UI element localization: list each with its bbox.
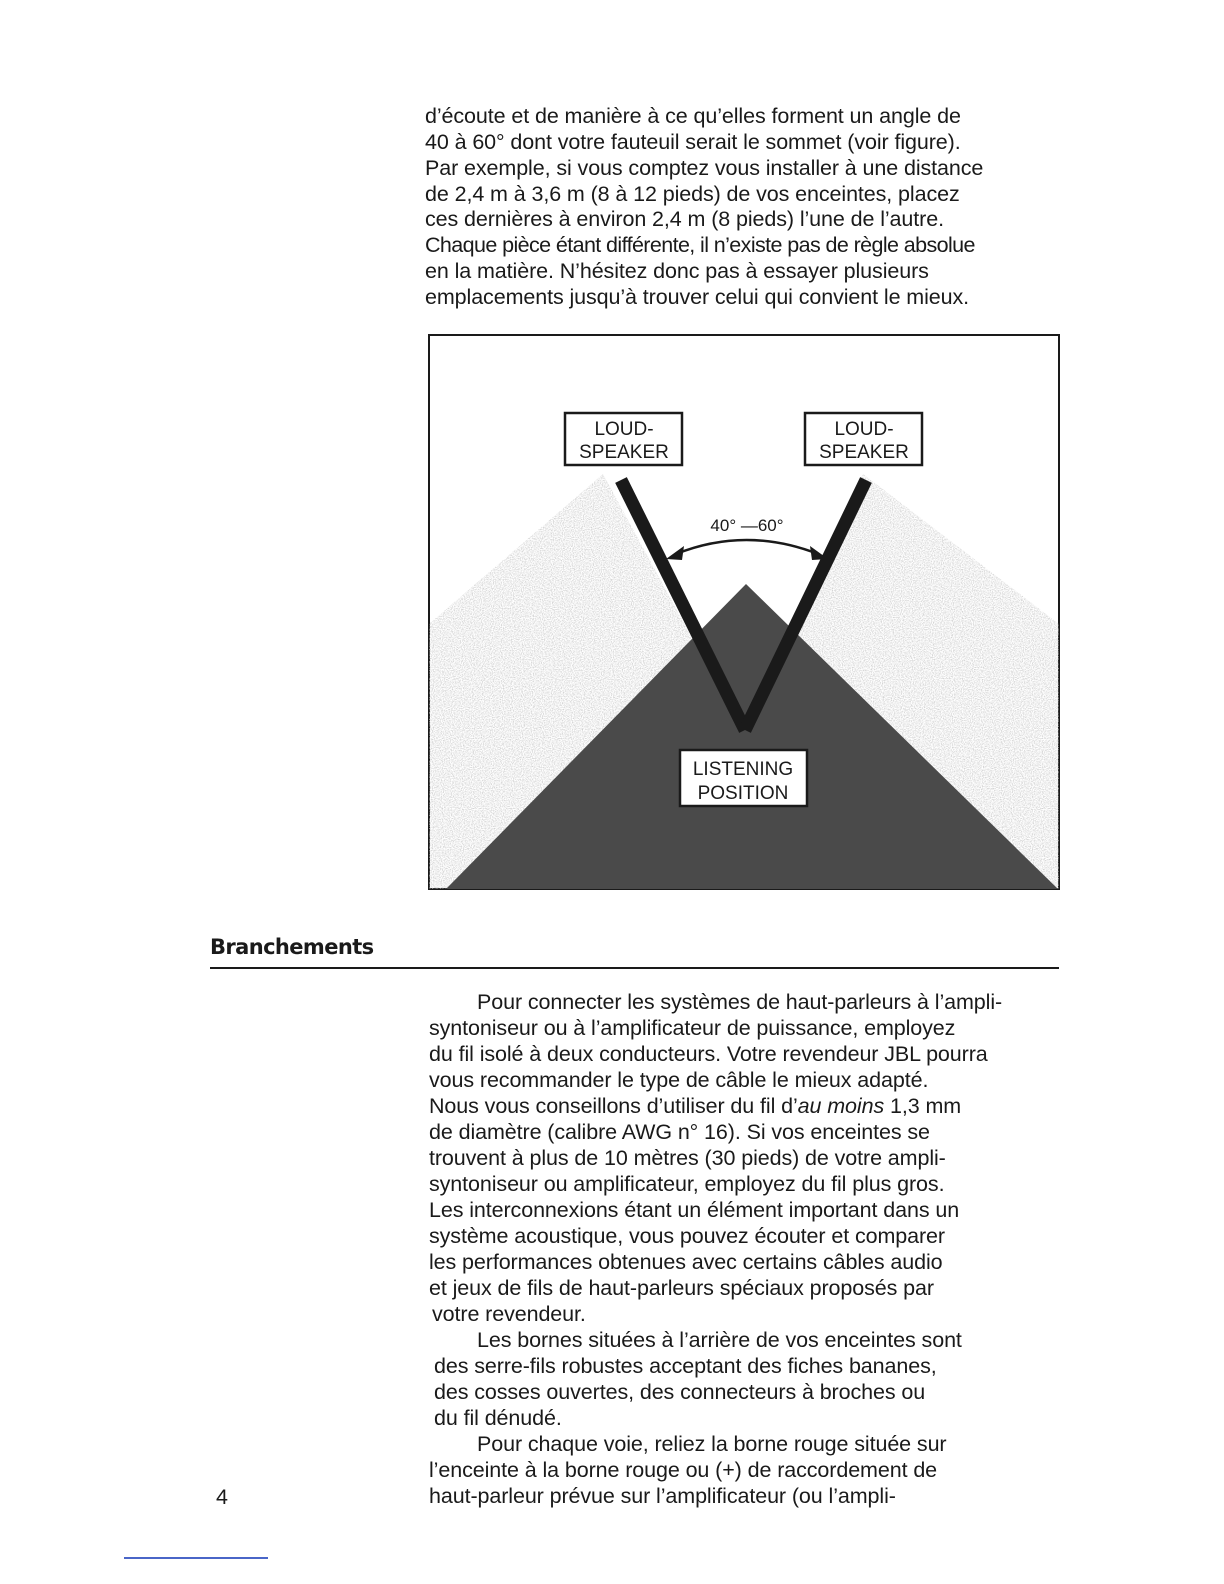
body-line: syntoniseur ou amplificateur, employez du fil plus gros.	[429, 1172, 945, 1196]
intro-line: en la matière. N’hésitez donc pas à essayer plusieurs	[425, 259, 929, 283]
body-line: Pour chaque voie, reliez la borne rouge située sur	[477, 1432, 947, 1456]
body-line: trouvent à plus de 10 mètres (30 pieds) de votre ampli-	[429, 1146, 946, 1170]
angle-label: 40° —60°	[710, 516, 784, 535]
figure-svg	[428, 334, 1060, 890]
body-line-emphasis	[429, 1094, 961, 1120]
body-text: 1,3 mm	[884, 1094, 962, 1118]
body-line: vous recommander le type de câble le mieux adapté.	[429, 1068, 929, 1092]
right-speaker-label-line2: SPEAKER	[819, 442, 909, 463]
left-speaker-label-line1: LOUD-	[594, 419, 654, 440]
intro-line: Chaque pièce étant différente, il n’existe pas de règle absolue	[425, 233, 975, 257]
body-line: haut-parleur prévue sur l’amplificateur (ou l’ampli-	[429, 1484, 896, 1508]
body-line: de diamètre (calibre AWG n° 16). Si vos enceintes se	[429, 1120, 930, 1144]
emphasis-text: au moins	[797, 1094, 885, 1118]
intro-line: Par exemple, si vous comptez vous installer à une distance	[425, 156, 984, 180]
body-line: des cosses ouvertes, des connecteurs à broches ou	[434, 1380, 926, 1404]
body-line: syntoniseur ou à l’amplificateur de puissance, employez	[429, 1016, 956, 1040]
section-divider	[210, 967, 1059, 969]
page-number: 4	[216, 1485, 228, 1509]
body-line: votre revendeur.	[432, 1302, 586, 1326]
intro-line: d’écoute et de manière à ce qu’elles forment un angle de	[425, 104, 961, 128]
body-line: Pour connecter les systèmes de haut-parleurs à l’ampli-	[477, 990, 1003, 1014]
right-speaker-label-line1: LOUD-	[834, 419, 894, 440]
body-line: Les interconnexions étant un élément important dans un	[429, 1198, 960, 1222]
speaker-placement-figure	[428, 334, 1060, 890]
intro-line: ces dernières à environ 2,4 m (8 pieds) l’une de l’autre.	[425, 207, 944, 231]
intro-line: emplacements jusqu’à trouver celui qui convient le mieux.	[425, 285, 970, 309]
section-heading: Branchements	[210, 935, 374, 959]
intro-line: 40 à 60° dont votre fauteuil serait le sommet (voir figure).	[425, 130, 961, 154]
body-line: l’enceinte à la borne rouge ou (+) de raccordement de	[429, 1458, 938, 1482]
body-text: Nous vous conseillons d’utiliser du fil d’	[429, 1094, 798, 1118]
body-line: du fil dénudé.	[434, 1406, 562, 1430]
footer-rule	[124, 1557, 268, 1559]
listening-position-label-line2: POSITION	[697, 783, 789, 804]
body-line: du fil isolé à deux conducteurs. Votre revendeur JBL pourra	[429, 1042, 988, 1066]
body-line: système acoustique, vous pouvez écouter et comparer	[429, 1224, 945, 1248]
body-line: les performances obtenues avec certains câbles audio	[429, 1250, 943, 1274]
body-line: des serre-fils robustes acceptant des fiches bananes,	[434, 1354, 937, 1378]
intro-line: de 2,4 m à 3,6 m (8 à 12 pieds) de vos enceintes, placez	[425, 182, 960, 206]
body-line: et jeux de fils de haut-parleurs spéciaux proposés par	[429, 1276, 934, 1300]
body-line: Les bornes situées à l’arrière de vos enceintes sont	[477, 1328, 962, 1352]
listening-position-label-line1: LISTENING	[692, 759, 794, 780]
left-speaker-label-line2: SPEAKER	[579, 442, 669, 463]
